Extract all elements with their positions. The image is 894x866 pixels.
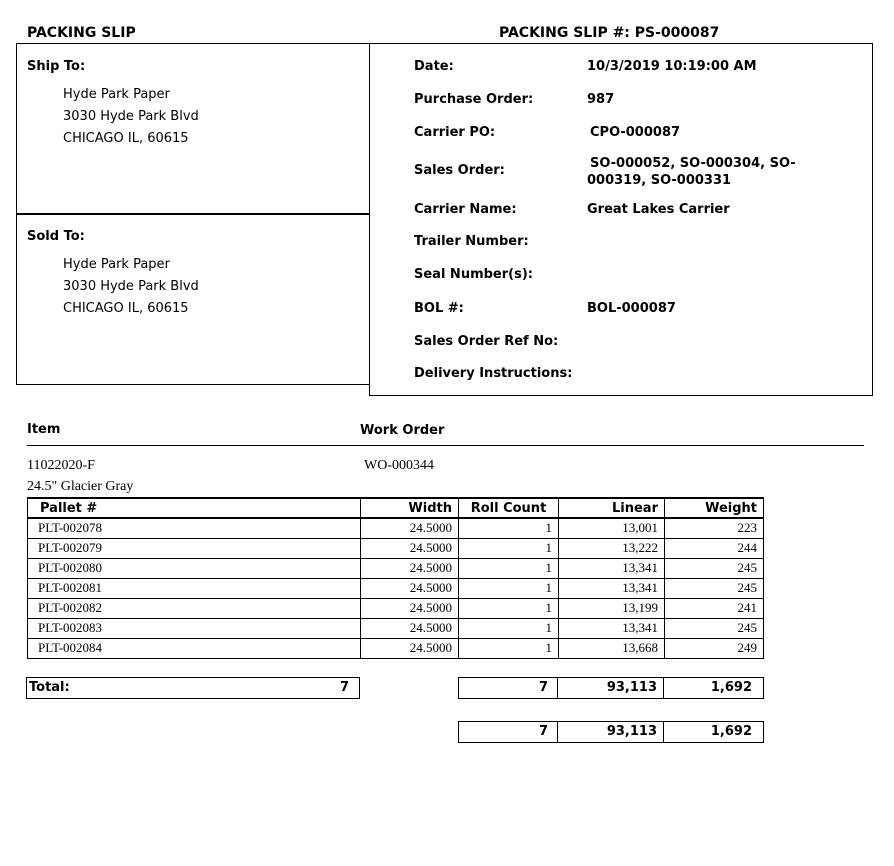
packing-slip-number	[499, 25, 719, 41]
grand-total-roll-count-cell	[458, 721, 558, 743]
table-row	[28, 598, 764, 618]
grand-total-linear: 93,113	[606, 724, 657, 739]
carrier-name-label: Carrier Name:	[414, 202, 517, 217]
trailer-number-label: Trailer Number:	[414, 234, 529, 249]
sales-order-label: Sales Order:	[414, 163, 505, 178]
sold-to-label: Sold To:	[27, 229, 85, 244]
weight-cell: 245	[665, 558, 764, 578]
roll-count-cell: 1	[459, 598, 559, 618]
ship-to-box	[16, 43, 370, 215]
linear-header: Linear	[559, 498, 665, 518]
packing-slip-number-label: PACKING SLIP #:	[499, 25, 630, 41]
pallet-table-header-row	[28, 498, 764, 518]
shipment-details-box	[369, 43, 873, 396]
total-roll-count: 7	[538, 680, 548, 695]
weight-cell: 245	[665, 618, 764, 638]
total-weight: 1,692	[710, 680, 752, 695]
carrier-po-value: CPO-000087	[590, 125, 681, 140]
weight-cell: 245	[665, 578, 764, 598]
purchase-order-label: Purchase Order:	[414, 92, 534, 107]
item-column-header: Item	[27, 422, 61, 437]
roll-count-cell: 1	[459, 638, 559, 658]
seal-number-label: Seal Number(s):	[414, 267, 533, 282]
linear-cell: 13,199	[559, 598, 665, 618]
width-cell: 24.5000	[361, 538, 459, 558]
table-row	[28, 638, 764, 658]
sales-order-ref-label: Sales Order Ref No:	[414, 334, 559, 349]
item-header-rule	[27, 445, 864, 446]
total-roll-count-cell	[458, 677, 558, 699]
pallet-cell: PLT-002078	[28, 518, 361, 538]
sold-to-city: CHICAGO IL, 60615	[63, 301, 189, 316]
roll-count-cell: 1	[459, 558, 559, 578]
roll-count-cell: 1	[459, 618, 559, 638]
weight-cell: 241	[665, 598, 764, 618]
ship-to-city: CHICAGO IL, 60615	[63, 131, 189, 146]
roll-count-cell: 1	[459, 518, 559, 538]
total-pallet-count: 7	[339, 680, 349, 695]
table-row	[28, 518, 764, 538]
pallet-header: Pallet #	[28, 498, 361, 518]
width-cell: 24.5000	[361, 558, 459, 578]
ship-to-street: 3030 Hyde Park Blvd	[63, 109, 199, 124]
width-cell: 24.5000	[361, 598, 459, 618]
delivery-instructions-label: Delivery Instructions:	[414, 366, 573, 381]
total-label: Total:	[29, 680, 70, 695]
linear-cell: 13,341	[559, 558, 665, 578]
grand-total-weight: 1,692	[710, 724, 752, 739]
weight-cell: 244	[665, 538, 764, 558]
roll-count-cell: 1	[459, 578, 559, 598]
total-weight-cell	[663, 677, 764, 699]
purchase-order-value: 987	[587, 92, 615, 107]
sold-to-address	[63, 254, 199, 320]
item-description: 24.5" Glacier Gray	[27, 479, 134, 494]
grand-total-roll-count: 7	[538, 724, 548, 739]
work-order-value: WO-000344	[364, 458, 434, 473]
linear-cell: 13,341	[559, 578, 665, 598]
pallet-cell: PLT-002082	[28, 598, 361, 618]
table-row	[28, 558, 764, 578]
work-order-column-header: Work Order	[360, 423, 445, 438]
linear-cell: 13,001	[559, 518, 665, 538]
width-cell: 24.5000	[361, 578, 459, 598]
pallet-cell: PLT-002084	[28, 638, 361, 658]
roll-count-cell: 1	[459, 538, 559, 558]
sales-order-line-2: 000319, SO-000331	[587, 173, 732, 188]
linear-cell: 13,341	[559, 618, 665, 638]
total-linear-cell	[557, 677, 664, 699]
pallet-table	[27, 497, 764, 659]
grand-total-weight-cell	[663, 721, 764, 743]
sales-order-line-1: SO-000052, SO-000304, SO-	[590, 156, 796, 171]
sales-order-value	[587, 155, 796, 189]
total-linear: 93,113	[606, 680, 657, 695]
page-title: PACKING SLIP	[27, 25, 136, 41]
carrier-name-value: Great Lakes Carrier	[587, 202, 730, 217]
pallet-cell: PLT-002079	[28, 538, 361, 558]
ship-to-name: Hyde Park Paper	[63, 87, 170, 102]
pallet-cell: PLT-002080	[28, 558, 361, 578]
bol-label: BOL #:	[414, 301, 464, 316]
width-cell: 24.5000	[361, 518, 459, 538]
packing-slip-number-value: PS-000087	[634, 25, 720, 41]
sold-to-box	[16, 213, 370, 385]
sold-to-street: 3030 Hyde Park Blvd	[63, 279, 199, 294]
total-pallets-cell	[26, 677, 360, 699]
table-row	[28, 618, 764, 638]
roll-count-header: Roll Count	[459, 498, 559, 518]
weight-cell: 223	[665, 518, 764, 538]
linear-cell: 13,222	[559, 538, 665, 558]
ship-to-address	[63, 84, 199, 150]
pallet-cell: PLT-002081	[28, 578, 361, 598]
sold-to-name: Hyde Park Paper	[63, 257, 170, 272]
weight-header: Weight	[665, 498, 764, 518]
linear-cell: 13,668	[559, 638, 665, 658]
table-row	[28, 578, 764, 598]
width-header: Width	[361, 498, 459, 518]
bol-value: BOL-000087	[587, 301, 676, 316]
weight-cell: 249	[665, 638, 764, 658]
pallet-cell: PLT-002083	[28, 618, 361, 638]
width-cell: 24.5000	[361, 618, 459, 638]
table-row	[28, 538, 764, 558]
date-label: Date:	[414, 59, 454, 74]
grand-total-linear-cell	[557, 721, 664, 743]
ship-to-label: Ship To:	[27, 59, 86, 74]
item-code: 11022020-F	[27, 458, 95, 473]
item-info	[27, 455, 133, 497]
carrier-po-label: Carrier PO:	[414, 125, 496, 140]
date-value: 10/3/2019 10:19:00 AM	[587, 59, 757, 74]
width-cell: 24.5000	[361, 638, 459, 658]
